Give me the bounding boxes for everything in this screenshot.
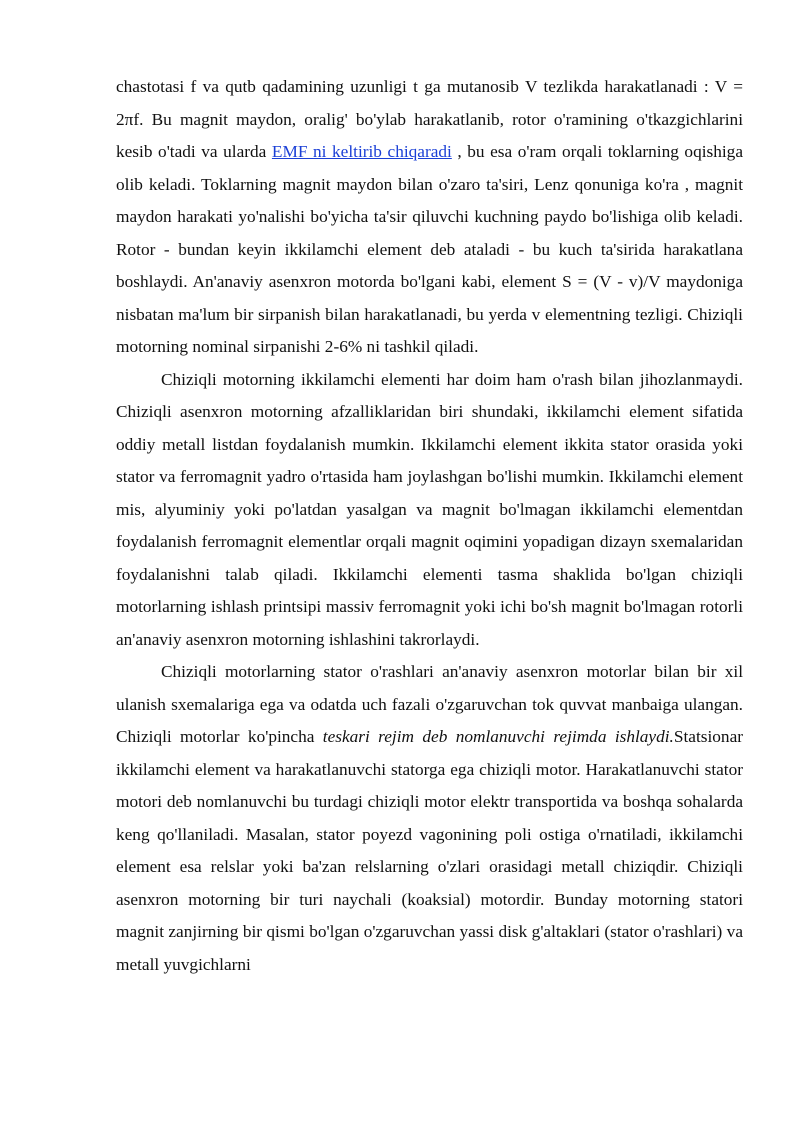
paragraph-1 (116, 71, 743, 364)
paragraph-1-text-start: chastotasi f va qutb qadamining uzunligi t ga mutanosib V tezlikda harakatlanadi : V = 2πf. Bu magnit maydon, oralig' bo'ylab harakatlanib, rotor o'ramining o'tkazgichlarini kesib o'tadi va ularda (116, 77, 743, 161)
paragraph-1-text-end: , bu esa o'ram orqali toklarning oqishiga olib keladi. Toklarning magnit maydon bilan o'zaro ta'siri, Lenz qonuniga ko'ra , magnit maydon harakati yo'nalishi bo'yicha ta'sir qiluvchi kuchning paydo bo'lishiga olib keladi. Rotor - bundan keyin ikkilamchi element deb ataladi - bu kuch ta'sirida harakatlana boshlaydi. An'anaviy asenxron motorda bo'lgani kabi, element S = (V - v)/V maydoniga nisbatan ma'lum bir sirpanish bilan harakatlanadi, bu yerda v elementning tezligi. Chiziqli motorning nominal sirpanishi 2-6% ni tashkil qiladi. (116, 142, 743, 356)
paragraph-3 (116, 656, 743, 981)
paragraph-3-text-start: Chiziqli motorlarning stator o'rashlari an'anaviy asenxron motorlar bilan bir xil ulanish sxemalariga ega va odatda uch fazali o'zgaruvchan tok quvvat manbaiga ulangan. Chiziqli motorlar ko'pincha (116, 662, 743, 746)
italic-phrase: teskari rejim deb nomlanuvchi rejimda ishlaydi. (322, 727, 674, 746)
paragraph-2: Chiziqli motorning ikkilamchi elementi har doim ham o'rash bilan jihozlanmaydi. Chiziqli asenxron motorning afzalliklaridan biri shundaki, ikkilamchi element sifatida oddiy metall listdan foydalanish mumkin. Ikkilamchi element ikkita stator orasida yoki stator va ferromagnit yadro o'rtasida ham joylashgan bo'lishi mumkin. Ikkilamchi element mis, alyuminiy yoki po'latdan yasalgan va magnit bo'lmagan ikkilamchi elementdan foydalanish ferromagnit elementlar orqali magnit oqimini yopadigan dizayn sxemalaridan foydalanishni talab qiladi. Ikkilamchi elementi tasma shaklida bo'lgan chiziqli motorlarning ishlash printsipi massiv ferromagnit yoki ichi bo'sh magnit bo'lmagan rotorli an'anaviy asenxron motorning ishlashini takrorlaydi. (116, 369, 743, 649)
emf-link[interactable]: EMF ni keltirib chiqaradi (271, 142, 452, 161)
document-body (116, 71, 743, 981)
paragraph-3-text-end: Statsionar ikkilamchi element va harakatlanuvchi statorga ega chiziqli motor. Harakatlanuvchi stator motori deb nomlanuvchi bu turdagi chiziqli motor elektr transportida va boshqa sohalarda keng qo'llaniladi. Masalan, stator poyezd vagonining poli ostiga o'rnatiladi, ikkilamchi element esa relslar yoki ba'zan relslarning o'zlari orasidagi metall chiziqdir. Chiziqli asenxron motorning bir turi naychali (koaksial) motordir. Bunday motorning statori magnit zanjirning bir qismi bo'lgan o'zgaruvchan yassi disk g'altaklari (stator o'rashlari) va metall yuvgichlarni (116, 727, 743, 974)
